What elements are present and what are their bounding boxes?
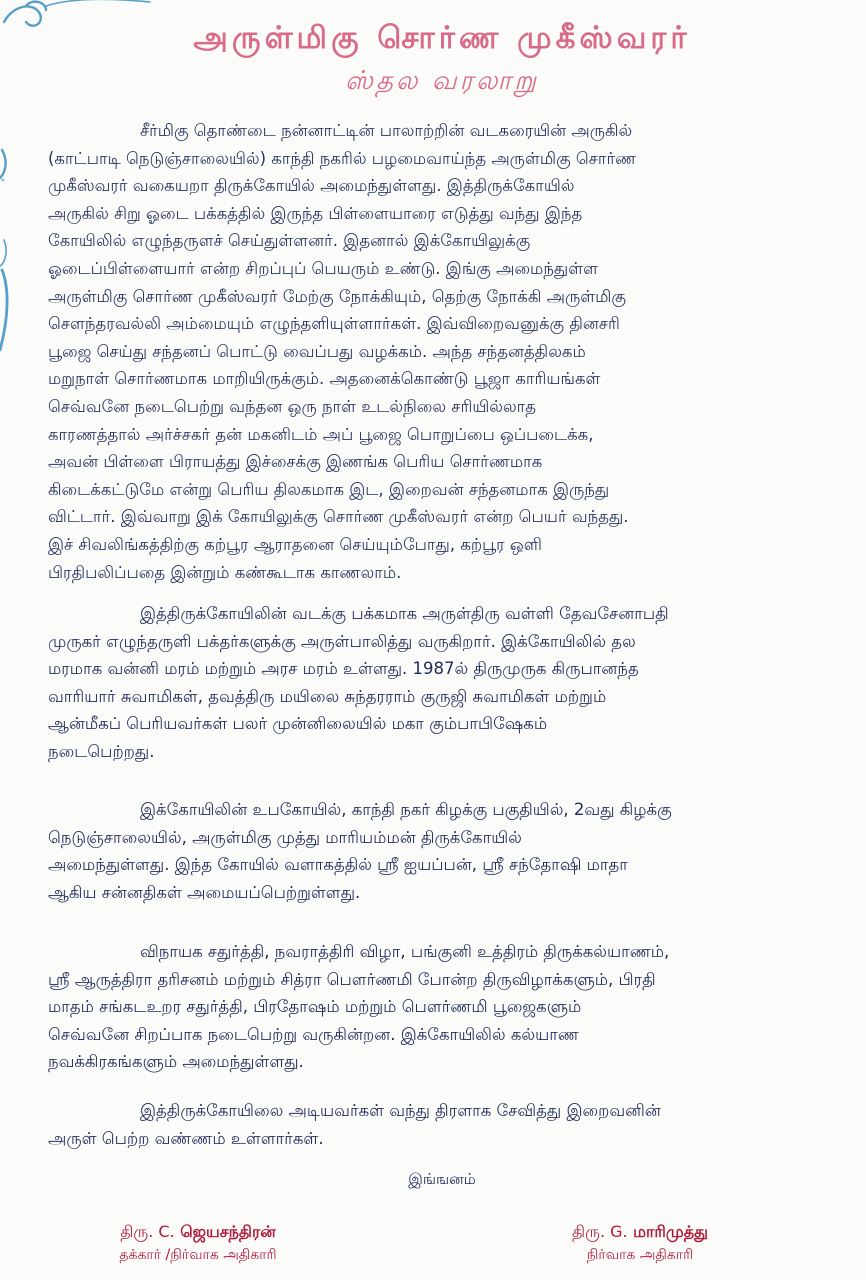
text-line: மரமாக வன்னி மரம் மற்றும் அரச மரம் உள்ளது. 1987ல் திருமுருக கிருபானந்த bbox=[48, 659, 639, 679]
text-line: முருகர் எழுந்தருளி பக்தர்களுக்கு அருள்பாலித்து வருகிறார். இக்கோயிலில் தல bbox=[48, 631, 636, 651]
text-line: இத்திருக்கோயிலை அடியவர்கள் வந்து திரளாக சேவித்து இறைவனின் bbox=[140, 1101, 661, 1120]
signatory-name bbox=[48, 1222, 348, 1243]
text-line: ஸ்ரீ ஆருத்திரா தரிசனம் மற்றும் சித்ரா பௌர்ணமி போன்ற திருவிழாக்களும், பிரதி bbox=[48, 969, 656, 989]
text-line: இச் சிவலிங்கத்திற்கு கற்பூர ஆராதனை செய்யும்போது, கற்பூர ஒளி bbox=[48, 534, 542, 554]
text-line: மாதம் சங்கடஉறர சதுர்த்தி, பிரதோஷம் மற்றும் பௌர்ணமி பூஜைகளும் bbox=[48, 997, 582, 1017]
signatory-prefix: திரு. G. bbox=[572, 1222, 628, 1241]
text-line: சௌந்தரவல்லி அம்மையும் எழுந்தளியுள்ளார்கள். இவ்விறைவனுக்கு தினசரி bbox=[48, 314, 620, 334]
signatory-role: நிர்வாக அதிகாரி bbox=[586, 1247, 694, 1263]
text-line: செவ்வனே சிறப்பாக நடைபெற்று வருகின்றன. இக்கோயிலில் கல்யாண bbox=[48, 1024, 579, 1044]
text-line: (காட்பாடி நெடுஞ்சாலையில்) காந்தி நகரில் பழமைவாய்ந்த அருள்மிகு சொர்ண bbox=[48, 148, 637, 168]
text-line: ஓடைப்பிள்ளையார் என்ற சிறப்புப் பெயரும் உண்டு. இங்கு அமைந்துள்ள bbox=[48, 258, 599, 278]
signatory-name-text: ஜெயசந்திரன் bbox=[180, 1222, 276, 1241]
text-line: செவ்வனே நடைபெற்று வந்தன ஒரு நாள் உடல்நிலை சரியில்லாத bbox=[48, 396, 537, 416]
paragraph-murugar-shrine bbox=[48, 600, 832, 766]
paragraph-devotees bbox=[48, 1097, 832, 1152]
text-line: மறுநாள் சொர்ணமாக மாறியிருக்கும். அதனைக்கொண்டு பூஜா காரியங்கள் bbox=[48, 369, 601, 389]
signatory-prefix: திரு. C. bbox=[120, 1222, 175, 1241]
text-line: இத்திருக்கோயிலின் வடக்கு பக்கமாக அருள்திரு வள்ளி தேவசேனாபதி bbox=[140, 604, 669, 623]
text-line: முகீஸ்வரர் வகையறா திருக்கோயில் அமைந்துள்ளது. இத்திருக்கோயில் bbox=[48, 176, 575, 196]
text-line: இக்கோயிலின் உபகோயில், காந்தி நகர் கிழக்கு பகுதியில், 2வது கிழக்கு bbox=[140, 800, 672, 819]
signatory-role: தக்கார் /நிர்வாக அதிகாரி bbox=[119, 1247, 277, 1263]
text-line: கோயிலில் எழுந்தருளச் செய்துள்ளனர். இதனால் இக்கோயிலுக்கு bbox=[48, 231, 531, 251]
text-line: ஆகிய சன்னதிகள் அமையப்பெற்றுள்ளது. bbox=[48, 882, 361, 902]
signatory-left bbox=[48, 1222, 348, 1265]
text-line: அமைந்துள்ளது. இந்த கோயில் வளாகத்தில் ஸ்ரீ ஐயப்பன், ஸ்ரீ சந்தோஷி மாதா bbox=[48, 855, 628, 875]
paragraph-festivals bbox=[48, 938, 832, 1076]
text-line: பிரதிபலிப்பதை இன்றும் கண்கூடாக காணலாம். bbox=[48, 562, 402, 582]
text-line: ஆன்மீகப் பெரியவர்கள் பலர் முன்னிலையில் மகா கும்பாபிஷேகம் bbox=[48, 714, 548, 734]
text-line: கிடைக்கட்டுமே என்று பெரிய திலகமாக இட, இறைவன் சந்தனமாக இருந்து bbox=[48, 479, 610, 499]
signatory-name-text: மாரிமுத்து bbox=[633, 1222, 708, 1241]
text-line: அருகில் சிறு ஓடை பக்கத்தில் இருந்த பிள்ளையாரை எடுத்து வந்து இந்த bbox=[48, 203, 583, 223]
paragraph-temple-history bbox=[48, 117, 832, 586]
signatory-name bbox=[490, 1222, 790, 1243]
text-line: விநாயக சதுர்த்தி, நவராத்திரி விழா, பங்குனி உத்திரம் திருக்கல்யாணம், bbox=[140, 942, 670, 961]
closing-salutation: இங்ஙனம் bbox=[408, 1170, 476, 1188]
document-subtitle: ஸ்தல வரலாறு bbox=[345, 66, 539, 96]
signatory-right bbox=[490, 1222, 790, 1265]
text-line: காரணத்தால் அர்ச்சகர் தன் மகனிடம் அப் பூஜை பொறுப்பை ஒப்படைக்க, bbox=[48, 424, 594, 444]
text-line: சீர்மிகு தொண்டை நன்னாட்டின் பாலாற்றின் வடகரையின் அருகில் bbox=[140, 121, 633, 140]
text-line: நடைபெற்றது. bbox=[48, 741, 155, 761]
text-line: நவக்கிரகங்களும் அமைந்துள்ளது. bbox=[48, 1052, 304, 1072]
document-title: அருள்மிகு சொர்ண முகீஸ்வரர் bbox=[193, 20, 691, 56]
text-line: அருள் பெற்ற வண்ணம் உள்ளார்கள். bbox=[48, 1128, 324, 1148]
text-line: நெடுஞ்சாலையில், அருள்மிகு முத்து மாரியம்மன் திருக்கோயில் bbox=[48, 827, 522, 847]
text-line: அவன் பிள்ளை பிராயத்து இச்சைக்கு இணங்க பெரிய சொர்ணமாக bbox=[48, 452, 543, 472]
text-line: விட்டார். இவ்வாறு இக் கோயிலுக்கு சொர்ண முகீஸ்வரர் என்ற பெயர் வந்தது. bbox=[48, 507, 629, 527]
text-line: அருள்மிகு சொர்ண முகீஸ்வரர் மேற்கு நோக்கியும், தெற்கு நோக்கி அருள்மிகு bbox=[48, 286, 626, 306]
text-line: பூஜை செய்து சந்தனப் பொட்டு வைப்பது வழக்கம். அந்த சந்தனத்திலகம் bbox=[48, 341, 586, 361]
text-line: வாரியார் சுவாமிகள், தவத்திரு மயிலை சுந்தரராம் குருஜி சுவாமிகள் மற்றும் bbox=[48, 686, 607, 706]
paragraph-sub-temple bbox=[48, 796, 832, 906]
